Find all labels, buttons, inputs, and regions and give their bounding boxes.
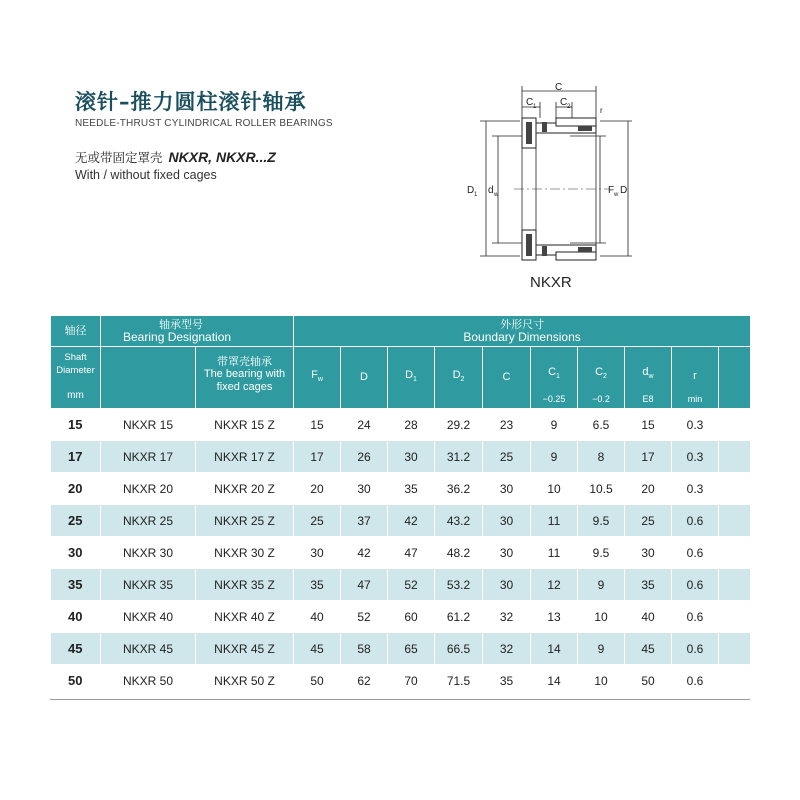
table-row: [51, 569, 751, 601]
table-cell: NKXR 45 Z: [196, 633, 294, 665]
table-cell: 32: [483, 601, 531, 633]
subtitle-model: NKXR, NKXR...Z: [168, 149, 276, 165]
header-boundary: [294, 316, 751, 347]
table-cell: 40: [51, 601, 101, 633]
table-cell: NKXR 25 Z: [196, 505, 294, 537]
table-cell: 31.2: [435, 441, 483, 473]
table-cell: 30: [341, 473, 388, 505]
table-cell: 40: [625, 601, 672, 633]
table-cell: NKXR 17: [101, 441, 196, 473]
table-cell: 14: [531, 665, 578, 697]
table-row: [51, 665, 751, 697]
table-cell: NKXR 15: [101, 409, 196, 441]
subtitle-cn-text: 无或带固定罩壳: [75, 150, 163, 165]
header-designation-cn: 轴承型号: [159, 318, 203, 331]
table-row: [51, 409, 751, 441]
table-cell: 9: [578, 569, 625, 601]
label-C2: C: [560, 97, 568, 108]
table-cell: 35: [625, 569, 672, 601]
table-cell: 17: [294, 441, 341, 473]
table-cell: NKXR 40 Z: [196, 601, 294, 633]
table-cell: 0.3: [672, 409, 719, 441]
diagram-caption: NKXR: [530, 274, 572, 291]
table-cell: NKXR 15 Z: [196, 409, 294, 441]
table-cell: 47: [388, 537, 435, 569]
table-cell: NKXR 35: [101, 569, 196, 601]
svg-text:1: 1: [474, 192, 478, 198]
table-cell: NKXR 40: [101, 601, 196, 633]
table-cell: NKXR 50: [101, 665, 196, 697]
table-cell: 30: [294, 537, 341, 569]
title-block: [75, 90, 333, 182]
table-cell: 11: [531, 537, 578, 569]
table-cell: 17: [625, 441, 672, 473]
table-cell: 9: [531, 441, 578, 473]
table-cell: [719, 441, 751, 473]
table-cell: NKXR 20: [101, 473, 196, 505]
table-cell: [719, 537, 751, 569]
table-cell: 43.2: [435, 505, 483, 537]
table-cell: 40: [294, 601, 341, 633]
dimensions-table: [50, 315, 751, 697]
label-D: D: [620, 185, 628, 196]
table-cell: 23: [483, 409, 531, 441]
table-cell: NKXR 30: [101, 537, 196, 569]
table-cell: 10: [578, 601, 625, 633]
label-r: r: [600, 106, 603, 115]
table-cell: [719, 473, 751, 505]
table-cell: 9: [578, 633, 625, 665]
table-cell: 30: [483, 537, 531, 569]
table-cell: 36.2: [435, 473, 483, 505]
table-row: [51, 441, 751, 473]
table-cell: 61.2: [435, 601, 483, 633]
svg-text:w: w: [614, 192, 619, 198]
table-cell: 35: [388, 473, 435, 505]
table-cell: 47: [341, 569, 388, 601]
header-cage-en: The bearing with fixed cages: [203, 368, 286, 393]
table-cell: 48.2: [435, 537, 483, 569]
header-col-dw: $d_w$ E8: [625, 347, 672, 409]
table-cell: 50: [625, 665, 672, 697]
table-cell: 53.2: [435, 569, 483, 601]
header-col-d: D: [341, 347, 388, 409]
table-cell: 30: [483, 569, 531, 601]
header-col-d1: $D_1$: [388, 347, 435, 409]
header-boundary-cn: 外形尺寸: [500, 318, 545, 331]
table-cell: 15: [625, 409, 672, 441]
table-cell: 0.3: [672, 441, 719, 473]
table-cell: 26: [341, 441, 388, 473]
table-cell: 71.5: [435, 665, 483, 697]
table-cell: 32: [483, 633, 531, 665]
header-col-fw: $F_w$: [294, 347, 341, 409]
table-cell: 9: [531, 409, 578, 441]
table-cell: 6.5: [578, 409, 625, 441]
table-cell: 45: [625, 633, 672, 665]
table-cell: 66.5: [435, 633, 483, 665]
table-cell: 10: [578, 665, 625, 697]
table-cell: [719, 569, 751, 601]
table-row: [51, 633, 751, 665]
table-cell: 45: [294, 633, 341, 665]
table-cell: 42: [388, 505, 435, 537]
table-cell: NKXR 17 Z: [196, 441, 294, 473]
table-cell: 10.5: [578, 473, 625, 505]
table-cell: 60: [388, 601, 435, 633]
svg-text:2: 2: [567, 104, 571, 110]
table-cell: NKXR 30 Z: [196, 537, 294, 569]
table-row: [51, 505, 751, 537]
table-cell: 13: [531, 601, 578, 633]
table-cell: 30: [483, 473, 531, 505]
label-dw: d: [488, 185, 494, 196]
table-cell: 30: [388, 441, 435, 473]
table-cell: 15: [51, 409, 101, 441]
table-cell: [719, 633, 751, 665]
table-cell: 50: [51, 665, 101, 697]
header-shaft: [51, 316, 101, 347]
header-boundary-en: Boundary Dimensions: [463, 330, 581, 344]
label-C: C: [555, 82, 563, 93]
title-chinese: 滚针–推力圆柱滚针轴承: [75, 90, 307, 114]
table-cell: 0.6: [672, 569, 719, 601]
table-cell: [719, 505, 751, 537]
header-designation-blank: [101, 347, 196, 409]
table-cell: 50: [294, 665, 341, 697]
header-col-c1: $C_1$ −0.25: [531, 347, 578, 409]
label-C1: C: [526, 97, 534, 108]
table-cell: 0.6: [672, 505, 719, 537]
bearing-diagram: [460, 78, 650, 298]
table-cell: NKXR 20 Z: [196, 473, 294, 505]
table-cell: 20: [294, 473, 341, 505]
table-cell: 11: [531, 505, 578, 537]
table-cell: 24: [341, 409, 388, 441]
table-cell: 52: [341, 601, 388, 633]
table-cell: 65: [388, 633, 435, 665]
svg-text:1: 1: [533, 104, 537, 110]
table-cell: 70: [388, 665, 435, 697]
table-cell: 8: [578, 441, 625, 473]
header-cage: [196, 347, 294, 409]
table-row: [51, 601, 751, 633]
table-bottom-rule: [50, 699, 750, 700]
table-cell: 30: [51, 537, 101, 569]
header-shaft-unit: mm: [67, 390, 84, 401]
svg-text:w: w: [494, 192, 499, 198]
table-body: [51, 409, 751, 697]
subtitle-english: With / without fixed cages: [75, 168, 217, 182]
table-cell: NKXR 50 Z: [196, 665, 294, 697]
table-cell: 35: [294, 569, 341, 601]
table-row: [51, 537, 751, 569]
header-designation: [101, 316, 294, 347]
table-cell: 12: [531, 569, 578, 601]
table-cell: NKXR 35 Z: [196, 569, 294, 601]
table-cell: [719, 409, 751, 441]
table-cell: 35: [483, 665, 531, 697]
table-cell: 0.6: [672, 633, 719, 665]
table-cell: 30: [625, 537, 672, 569]
table-cell: 25: [483, 441, 531, 473]
table-cell: 17: [51, 441, 101, 473]
table-cell: 20: [625, 473, 672, 505]
header-col-d2: $D_2$: [435, 347, 483, 409]
table-cell: 52: [388, 569, 435, 601]
title-english: NEEDLE-THRUST CYLINDRICAL ROLLER BEARINGS: [75, 118, 333, 129]
table-cell: 45: [51, 633, 101, 665]
label-D1: D: [467, 185, 475, 196]
table-cell: 9.5: [578, 505, 625, 537]
table-cell: 10: [531, 473, 578, 505]
dimensions-table-wrapper: [50, 315, 750, 700]
table-cell: 14: [531, 633, 578, 665]
header-col-c: C: [483, 347, 531, 409]
table-cell: 37: [341, 505, 388, 537]
table-cell: NKXR 25: [101, 505, 196, 537]
header-designation-en: Bearing Designation: [123, 330, 232, 344]
table-cell: 0.6: [672, 601, 719, 633]
header-col-r: r min: [672, 347, 719, 409]
table-cell: 25: [625, 505, 672, 537]
table-cell: [719, 665, 751, 697]
header-shaft-en: Shaft Diameter: [56, 352, 95, 376]
table-cell: 15: [294, 409, 341, 441]
table-cell: 9.5: [578, 537, 625, 569]
label-Fw: F: [608, 185, 615, 196]
subtitle-chinese: [75, 148, 333, 166]
header-shaft-detail: [51, 347, 101, 409]
header-cage-cn: 带罩壳轴承: [217, 355, 272, 368]
table-cell: 25: [294, 505, 341, 537]
table-cell: 0.6: [672, 665, 719, 697]
table-cell: 28: [388, 409, 435, 441]
table-cell: 30: [483, 505, 531, 537]
table-cell: [719, 601, 751, 633]
table-cell: 25: [51, 505, 101, 537]
header-col-empty: [719, 347, 751, 409]
table-cell: 29.2: [435, 409, 483, 441]
table-cell: 35: [51, 569, 101, 601]
table-cell: 42: [341, 537, 388, 569]
table-cell: 58: [341, 633, 388, 665]
table-cell: 62: [341, 665, 388, 697]
table-cell: 20: [51, 473, 101, 505]
table-cell: 0.3: [672, 473, 719, 505]
table-cell: NKXR 45: [101, 633, 196, 665]
header-col-c2: $C_2$ −0.2: [578, 347, 625, 409]
table-cell: 0.6: [672, 537, 719, 569]
header-shaft-cn: 轴径: [64, 324, 87, 337]
table-row: [51, 473, 751, 505]
